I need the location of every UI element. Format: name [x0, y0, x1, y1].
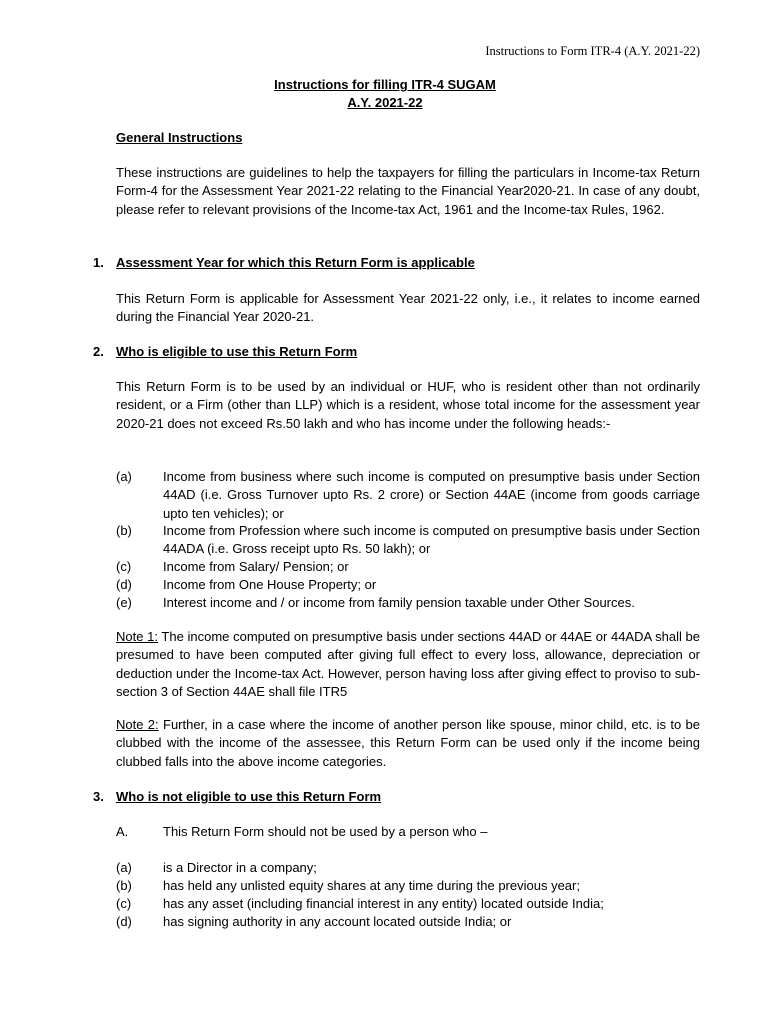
general-instructions-heading: General Instructions	[116, 130, 243, 145]
list-item-text: has held any unlisted equity shares at any time during the previous year;	[163, 878, 580, 893]
list-item	[116, 895, 700, 913]
section-3-intro	[116, 823, 700, 841]
list-item-text: Income from business where such income is computed on presumptive basis under Section 44AD (i.e. Gross Turnover upto Rs. 2 crore) or Section 44AE (income from goods carriage upto ten vehicles); or	[163, 469, 700, 521]
list-item-label: (e)	[116, 595, 132, 610]
list-item-label: (c)	[116, 559, 132, 574]
list-item-text: Income from One House Property; or	[163, 577, 377, 592]
section-3-number: 3.	[93, 789, 104, 804]
list-item	[116, 576, 700, 594]
section-3-intro-label: A.	[116, 824, 129, 839]
section-3-intro-text: This Return Form should not be used by a person who –	[163, 824, 488, 839]
list-item-label: (a)	[116, 860, 132, 875]
section-3-title: Who is not eligible to use this Return Form	[116, 789, 382, 804]
list-item-label: (c)	[116, 896, 132, 911]
list-item	[116, 877, 700, 895]
note-1	[116, 628, 700, 701]
list-item-text: has any asset (including financial interest in any entity) located outside India;	[163, 896, 604, 911]
list-item-label: (a)	[116, 469, 132, 484]
running-header: Instructions to Form ITR-4 (A.Y. 2021-22)	[485, 44, 700, 58]
list-item	[116, 859, 700, 877]
title-line-1: Instructions for filling ITR-4 SUGAM	[274, 77, 496, 92]
list-item	[116, 558, 700, 576]
list-item	[116, 594, 700, 612]
general-instructions-paragraph: These instructions are guidelines to help the taxpayers for filling the particulars in Income-tax Return Form-4 for the Assessment Year 2021-22 relating to the Financial Year2020-21. In case of any doubt, please refer to relevant provisions of the Income-tax Act, 1961 and the Income-tax Rules, 1962.	[116, 165, 700, 217]
list-item-text: Income from Profession where such income is computed on presumptive basis under Section 44ADA (i.e. Gross receipt upto Rs. 50 lakh); or	[163, 523, 700, 557]
section-2-paragraph: This Return Form is to be used by an individual or HUF, who is resident other than not ordinarily resident, or a Firm (other than LLP) which is a resident, whose total income for the assessment year 2020-21 does not exceed Rs.50 lakh and who has income under the following heads:-	[116, 379, 700, 431]
note-2-text: Further, in a case where the income of another person like spouse, minor child, etc. is to be clubbed with the income of the assessee, this Return Form can be used only if the income being clubbed falls into the above income categories.	[116, 717, 700, 769]
list-item-text: Interest income and / or income from family pension taxable under Other Sources.	[163, 595, 635, 610]
title-line-2: A.Y. 2021-22	[347, 95, 423, 110]
list-item	[116, 468, 700, 523]
list-item-text: has signing authority in any account located outside India; or	[163, 914, 512, 929]
list-item-label: (b)	[116, 523, 132, 538]
section-1-title: Assessment Year for which this Return Form is applicable	[116, 255, 475, 270]
list-item	[116, 522, 700, 559]
note-1-label: Note 1:	[116, 629, 158, 644]
list-item-label: (d)	[116, 577, 132, 592]
list-item-label: (d)	[116, 914, 132, 929]
list-item	[116, 913, 700, 931]
note-2-label: Note 2:	[116, 717, 159, 732]
section-2-number: 2.	[93, 344, 104, 359]
note-1-text: The income computed on presumptive basis under sections 44AD or 44AE or 44ADA shall be presumed to have been computed after giving full effect to every loss, allowance, depreciation or deduction under the Income-tax Act. However, person having loss after giving effect to proviso to sub-section 3 of Section 44AE shall file ITR5	[116, 629, 700, 699]
note-2	[116, 716, 700, 771]
section-1-paragraph: This Return Form is applicable for Assessment Year 2021-22 only, i.e., it relates to income earned during the Financial Year 2020-21.	[116, 291, 700, 325]
section-2-title: Who is eligible to use this Return Form	[116, 344, 358, 359]
list-item-label: (b)	[116, 878, 132, 893]
list-item-text: Income from Salary/ Pension; or	[163, 559, 349, 574]
list-item-text: is a Director in a company;	[163, 860, 317, 875]
section-1-number: 1.	[93, 255, 104, 270]
document-title	[0, 76, 770, 112]
